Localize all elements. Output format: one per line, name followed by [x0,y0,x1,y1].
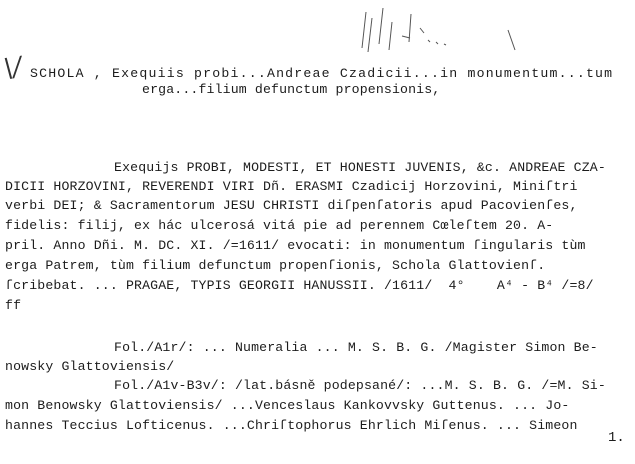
foliation-line-4: mon Benowsky Glattoviensis/ ...Venceslaus Kankovvsky Guttenus. ... Jo- [5,398,570,413]
body-line-8: ff [5,298,22,313]
body-line-4: fidelis: filij, ex hác ulcerosá vitá pie ad perennem Cœleſtem 20. A- [5,218,554,233]
foliation-line-3: Fol./A1v-B3v/: /lat.básně podepsané/: ...M. S. B. G. /=M. Si- [114,378,606,393]
body-line-7: ſcribebat. ... PRAGAE, TYPIS GEORGII HANUSSII. /1611/ 4° A⁴ - B⁴ /=8/ [5,278,594,293]
body-line-3: verbi DEI; & Sacramentorum JESU CHRISTI diſpenſatoris apud Pacovienſes, [5,198,578,213]
page-number: 1. [608,430,625,446]
body-line-6: erga Patrem, tùm filium defunctum propenſionis, Schola Glattovienſ. [5,258,546,273]
foliation-line-1: Fol./A1r/: ... Numeralia ... M. S. B. G. /Magister Simon Be- [114,340,598,355]
body-line-1: Exequijs PROBI, MODESTI, ET HONESTI JUVENIS, &c. ANDREAE CZA- [114,160,606,175]
heading-line-2: erga...filium defunctum propensionis, [142,82,441,97]
heading-line-1: SCHOLA , Exequiis probi...Andreae Czadicii...in monumentum...tum [30,66,614,81]
foliation-line-5: hannes Teccius Lofticenus. ...Chriſtophorus Ehrlich Miſenus. ... Simeon [5,418,578,433]
handwritten-mark: \/ [1,51,24,85]
body-line-5: pril. Anno Dñi. M. DC. XI. /=1611/ evocati: in monumentum ſingularis tùm [5,238,586,253]
body-line-2: DICII HORZOVINI, REVERENDI VIRI Dñ. ERASMI Czadicij Horzovini, Miniſtri [5,179,578,194]
foliation-line-2: nowsky Glattoviensis/ [5,359,175,374]
